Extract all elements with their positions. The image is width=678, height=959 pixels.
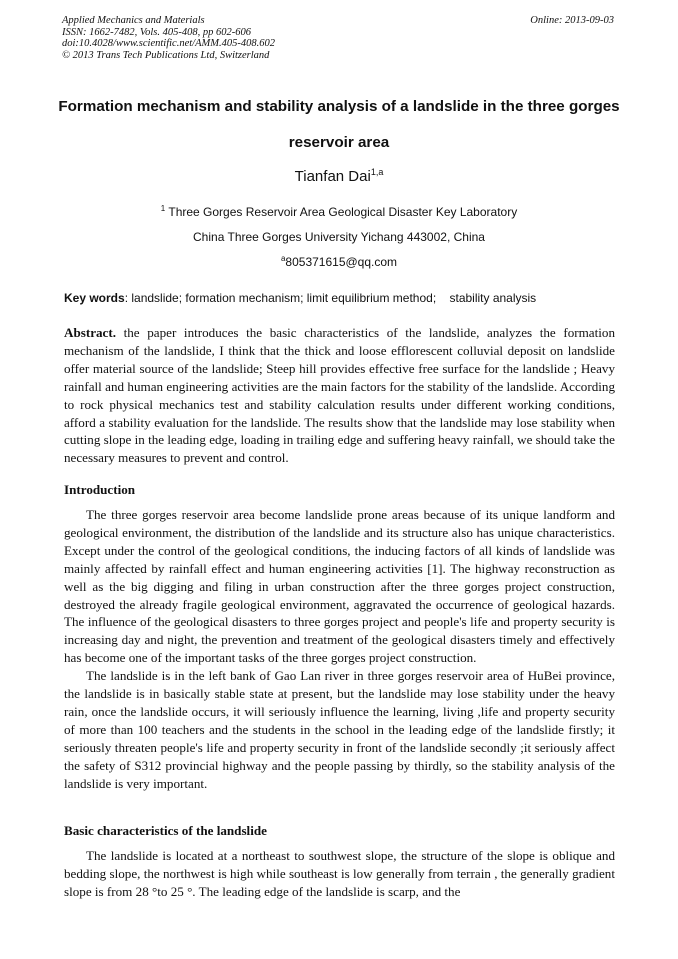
introduction-heading: Introduction (64, 482, 136, 497)
abstract-label: Abstract. (64, 325, 116, 340)
introduction-body (64, 506, 615, 793)
author-email: 805371615@qq.com (285, 255, 398, 269)
email-line (0, 254, 678, 269)
keywords-label: Key words (64, 291, 125, 305)
affiliation-line-2: China Three Gorges University Yichang 443002, China (193, 230, 485, 244)
affiliation-sup: 1 (160, 204, 166, 213)
journal-name: Applied Mechanics and Materials (62, 15, 205, 26)
abstract-text: the paper introduces the basic characteristics of the landslide, analyzes the formation mechanism of the landslide, I think that the thick and loose efflorescent colluvial deposit on landslide offer material source of the landslide; Steep hill provides effective free surface for the landslide ; Heavy rainfall and human engineering activities are the main factors for the stability of the landslide. According to rock physical mechanics test and stability calculation results under different working conditions, afford a stability evaluation for the landslide. The results show that the landslide may lose stability when cutting slope in the leading edge, loading in trailing edge and suffering heavy rainfall, we should take the necessary measures to prevent and control. (64, 325, 615, 466)
introduction-paragraph-1: The three gorges reservoir area become landslide prone areas because of its unique landform and geological environment, the distribution of the landslide and its structure also has unique characteristics. Except under the control of the geological conditions, the inducing factors of all kinds of landslide was mainly affected by rainfall effect and human engineering activities [1]. The highway reconstruction as well as the big digging and filing in urban construction after the three gorges project construction, destroyed the already fragile geological environment, aggravated the occurrence of geological hazards. The influence of the geological disasters to three gorges project and people's life and property security is increasing day and night, the prevention and treatment of the geological disasters timely and effectively has become one of the important tasks of the three gorges project construction. (64, 507, 615, 666)
copyright-line: © 2013 Trans Tech Publications Ltd, Switzerland (62, 49, 270, 61)
basic-characteristics-body (64, 847, 615, 901)
basic-characteristics-heading: Basic characteristics of the landslide (64, 823, 267, 838)
affiliation-line-1 (0, 204, 678, 219)
online-date: Online: 2013-09-03 (530, 15, 614, 26)
paper-title: Formation mechanism and stability analysis of a landslide in the three gorges reservoir area (58, 98, 620, 151)
affiliation-lab: Three Gorges Reservoir Area Geological Disaster Key Laboratory (165, 205, 518, 219)
keywords (64, 291, 624, 305)
journal-header (62, 15, 614, 61)
introduction-paragraph-2: The landslide is in the left bank of Gao Lan river in three gorges reservoir area of HuBei province, the landslide is in basically stable state at present, but the landslide may lose stability under the heavy rain, once the landslide occurs, it will seriously influence the learning, living ,life and property security of more than 100 teachers and the students in the school in the leading edge of the landslide firstly; it seriously threaten people's life and property security in front of the landslide secondly ;it seriously affect the safety of S312 provincial highway and the people passing by thirdly, so the stability analysis of the landslide is very important. (64, 668, 615, 791)
author-name: Tianfan Dai (294, 168, 371, 185)
abstract (64, 324, 615, 467)
issn-line: ISSN: 1662-7482, Vols. 405-408, pp 602-606 (62, 26, 251, 38)
author-line (0, 167, 678, 185)
basic-characteristics-paragraph: The landslide is located at a northeast to southwest slope, the structure of the slope is oblique and bedding slope, the northwest is high while southeast is low generally from terrain , the generally gradient slope is from 28 °to 25 °. The leading edge of the landslide is scarp, and the (64, 848, 615, 899)
doi-line: doi:10.4028/www.scientific.net/AMM.405-408.602 (62, 38, 275, 49)
author-sup: 1,a (370, 167, 384, 177)
keywords-text: : landslide; formation mechanism; limit equilibrium method; stability analysis (124, 291, 537, 305)
email-sup: a (280, 254, 286, 263)
